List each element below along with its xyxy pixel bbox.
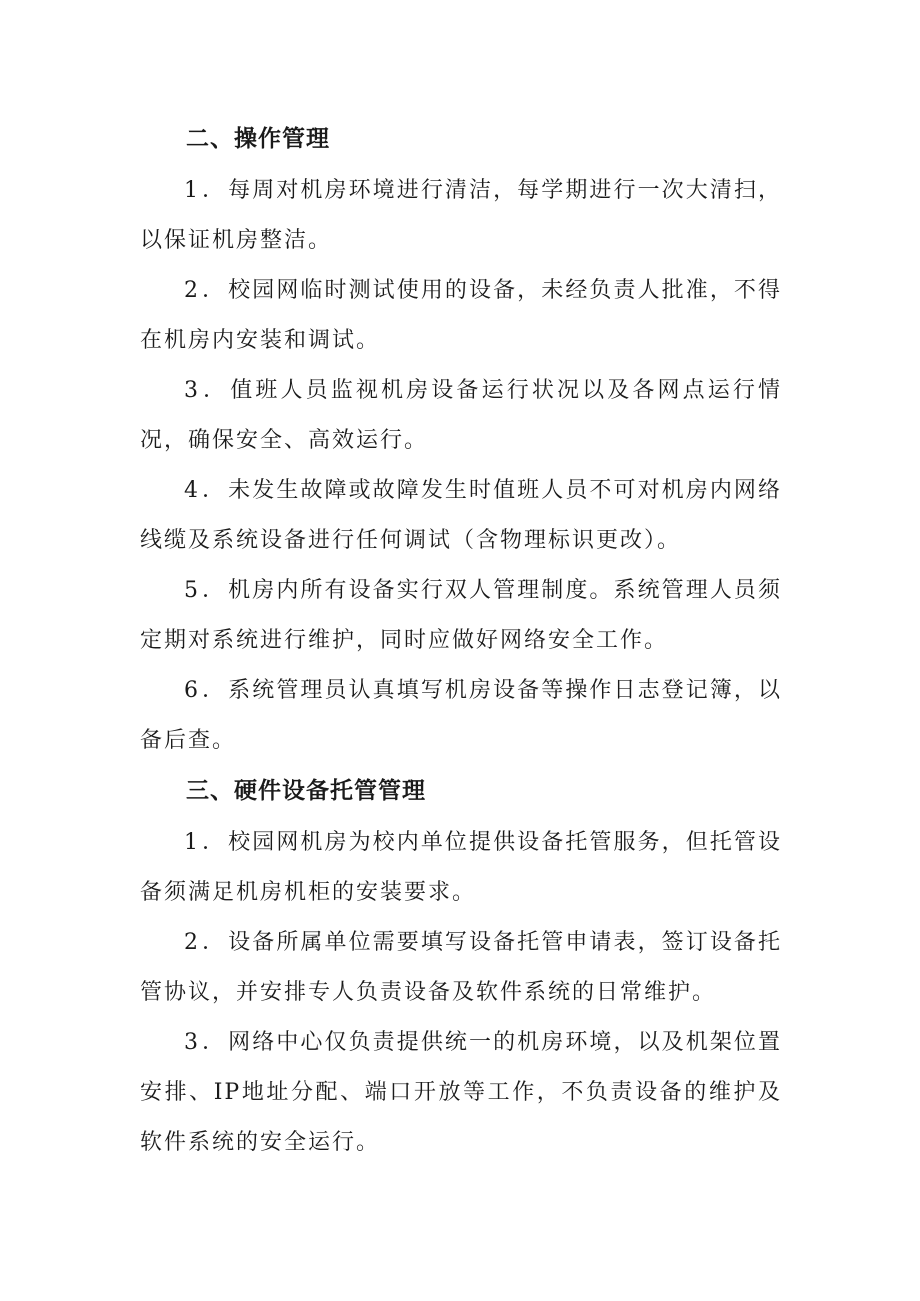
operation-item-5	[140, 566, 782, 666]
item-text: 校园网机房为校内单位提供设备托管服务，但托管设备须满足机房机柜的安装要求。	[140, 830, 782, 905]
item-text: 设备所属单位需要填写设备托管申请表，签订设备托管协议，并安排专人负责设备及软件系统的日常维护。	[140, 930, 782, 1005]
item-number: 6．	[184, 678, 229, 703]
item-number: 5．	[184, 578, 229, 603]
operation-item-3	[140, 366, 782, 466]
document-body	[140, 116, 782, 1168]
item-number: 3．	[184, 1030, 229, 1055]
operation-item-2	[140, 266, 782, 366]
operation-item-4	[140, 466, 782, 566]
item-number: 2．	[184, 278, 229, 303]
hosting-item-2	[140, 918, 782, 1018]
item-text: 网络中心仅负责提供统一的机房环境，以及机架位置安排、IP地址分配、端口开放等工作，不负责设备的维护及软件系统的安全运行。	[140, 1030, 782, 1155]
item-text: 校园网临时测试使用的设备，未经负责人批准，不得在机房内安装和调试。	[140, 278, 782, 353]
operation-item-1	[140, 166, 782, 266]
item-number: 3．	[184, 378, 231, 403]
hosting-item-3	[140, 1018, 782, 1168]
item-number: 1．	[184, 178, 229, 203]
item-text: 值班人员监视机房设备运行状况以及各网点运行情况，确保安全、高效运行。	[140, 378, 782, 453]
item-number: 4．	[184, 478, 229, 503]
section-heading-hardware-hosting: 三、硬件设备托管管理	[186, 778, 426, 804]
section-heading-operation: 二、操作管理	[186, 126, 330, 152]
item-text: 未发生故障或故障发生时值班人员不可对机房内网络线缆及系统设备进行任何调试（含物理标识更改）。	[140, 478, 782, 553]
item-text: 系统管理员认真填写机房设备等操作日志登记簿，以备后查。	[140, 678, 782, 753]
item-text: 每周对机房环境进行清洁，每学期进行一次大清扫，以保证机房整洁。	[140, 178, 782, 253]
item-text: 机房内所有设备实行双人管理制度。系统管理人员须定期对系统进行维护，同时应做好网络安全工作。	[140, 578, 782, 653]
item-number: 2．	[184, 930, 229, 955]
hosting-item-1	[140, 818, 782, 918]
item-number: 1．	[184, 830, 229, 855]
operation-item-6	[140, 666, 782, 766]
